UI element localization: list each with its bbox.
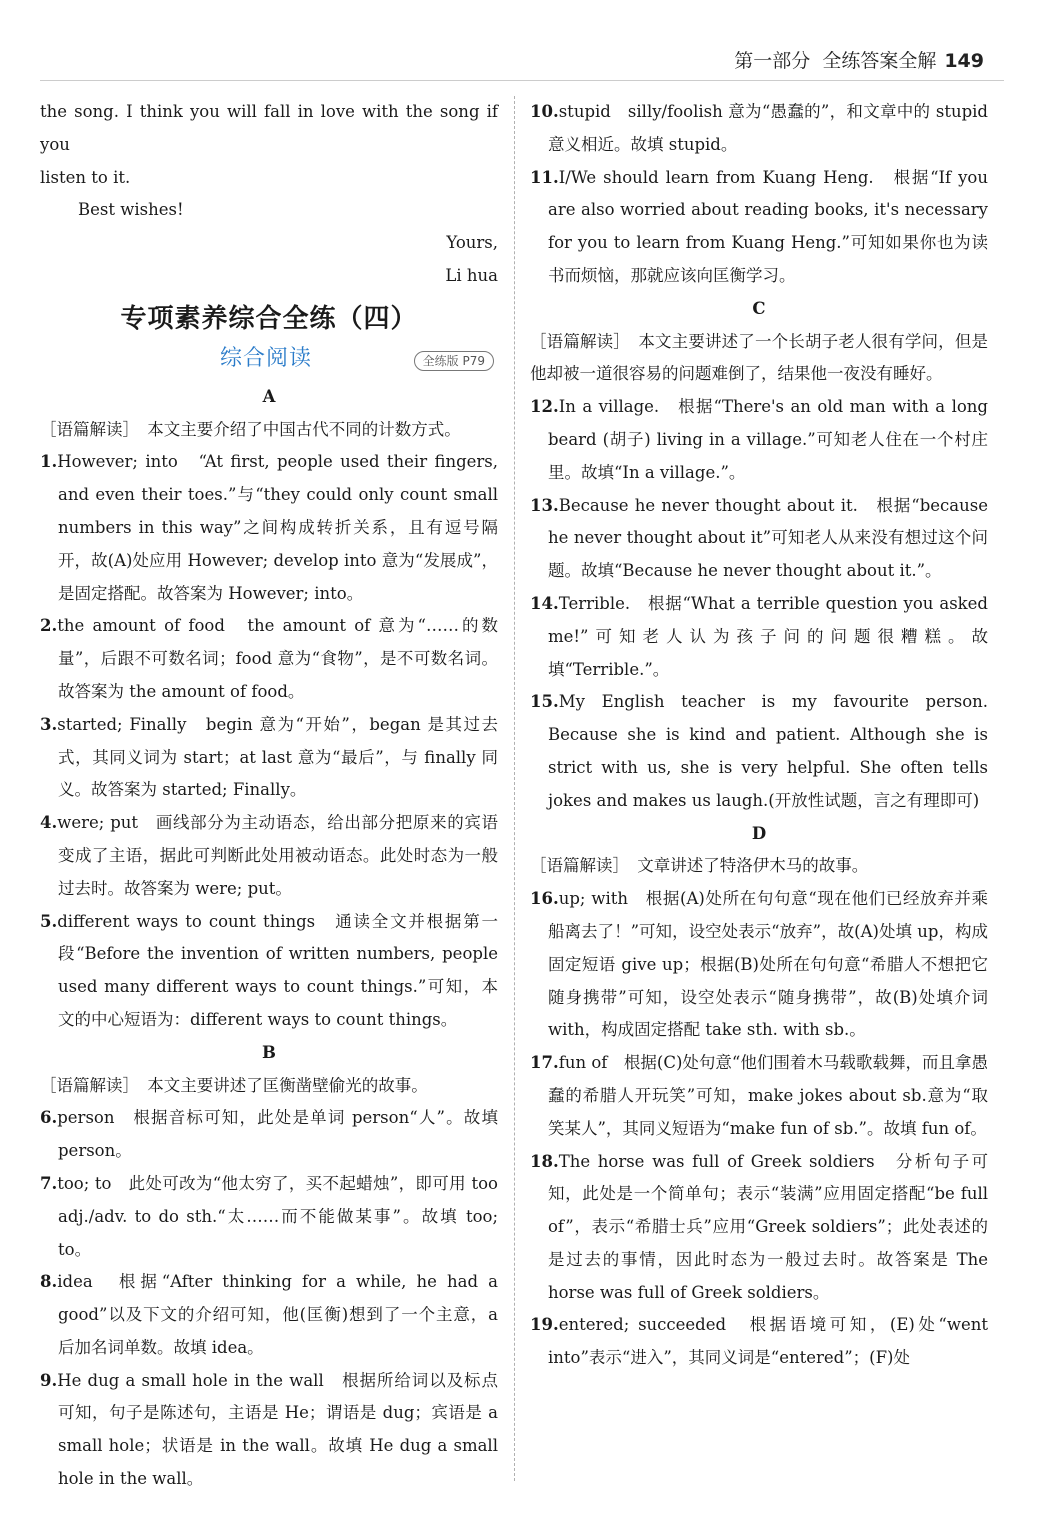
header-rule (40, 80, 1004, 81)
section-letter-c: C (752, 298, 766, 318)
section-letter-d: D (751, 823, 767, 843)
letter-line-2: listen to it. (40, 167, 131, 187)
header-part: 第一部分 (734, 50, 811, 72)
column-divider (514, 96, 515, 1481)
answer-item: 18.The horse was full of Greek soldiers 分析句子可知，此处是一个简单句；表示“装满”应用固定搭配“be full of”，表示“希腊士兵”应用“Greek soldiers”；此处表述的是过去的事情，因此时态为一般过去时。故答案是 The horse was full of Greek soldiers。 (530, 1151, 988, 1302)
answer-item: 6.person 根据音标可知，此处是单词 person“人”。故填 person。 (40, 1108, 498, 1161)
answer-item: 7.too; to 此处可改为“他太穷了，买不起蜡烛”，即可用 too adj./adv. to do sth.“太……而不能做某事”。故填 too; to。 (40, 1173, 498, 1259)
letter-wishes: Best wishes! (78, 200, 184, 220)
page-number: 149 (944, 50, 984, 72)
answer-item: 13.Because he never thought about it. 根据“because he never thought about it”可知老人从来没有想过这个问题。故填“Because he never thought about it.”。 (530, 495, 988, 581)
page-header (734, 46, 984, 73)
page-ref-tag: 全练版 P79 (414, 351, 494, 371)
left-column (40, 96, 498, 1496)
header-section: 全练答案全解 (822, 50, 937, 72)
answer-item: 12.In a village. 根据“There's an old man with a long beard (胡子) living in a village.”可知老人住在一个村庄里。故填“In a village.”。 (530, 397, 988, 482)
letter-yours: Yours, (446, 233, 498, 253)
answer-item: 11.I/We should learn from Kuang Heng. 根据“If you are also worried about reading books, it's necessary for you to learn from Kuang Heng.”可知如果你也为读书而烦恼，那就应该向匡衡学习。 (530, 167, 988, 285)
answer-item: 2.the amount of food the amount of 意为“……的数量”，后跟不可数名词；food 意为“食物”，是不可数名词。故答案为 the amount of food。 (40, 616, 498, 701)
answer-item: 3.started; Finally begin 意为“开始”，began 是其过去式，其同义词为 start；at last 意为“最后”，与 finally 同义。故答案为 started; Finally。 (40, 714, 498, 800)
answer-item: 10.stupid silly/foolish 意为“愚蠢的”，和文章中的 stupid 意义相近。故填 stupid。 (530, 102, 988, 154)
right-column (530, 96, 988, 1375)
passage-tip-d: ［语篇解读］ 文章讲述了特洛伊木马的故事。 (530, 856, 869, 876)
letter-name: Li hua (445, 265, 498, 285)
answer-item: 16.up; with 根据(A)处所在句句意“现在他们已经放弃并乘船离去了！”可知，设空处表示“放弃”，故(A)处填 up，构成固定短语 give up；根据(B)处所在句句意“希腊人不想把它随身携带”可知，设空处表示“随身携带”，故(B)处填介词 with，构成固定搭配 take sth. with sb.。 (530, 889, 988, 1040)
passage-tip-c: ［语篇解读］ 本文主要讲述了一个长胡子老人很有学问，但是他却被一道很容易的问题难倒了，结果他一夜没有睡好。 (530, 331, 988, 384)
answer-item: 19.entered; succeeded 根据语境可知，(E)处“went into”表示“进入”，其同义词是“entered”；(F)处 (530, 1315, 988, 1368)
answer-item: 17.fun of 根据(C)处句意“他们围着木马载歌载舞，而且拿愚蠢的希腊人开玩笑”可知，make jokes about sb.意为“取笑某人”，其同义短语为“make fun of sb.”。故填 fun of。 (530, 1053, 988, 1138)
section-title: 专项素养综合全练（四） (120, 303, 418, 334)
section-letter-b: B (262, 1042, 276, 1062)
subtitle: 综合阅读 (220, 345, 313, 371)
section-letter-a: A (262, 386, 276, 406)
answer-item: 15.My English teacher is my favourite person. Because she is kind and patient. Although she is strict with us, she is very helpful. She often tells jokes and makes us laugh.(开放性试题，言之有理即可) (530, 692, 988, 810)
answer-item: 5.different ways to count things 通读全文并根据第一段“Before the invention of written numbers, people used many different ways to count things.”可知，本文的中心短语为：different ways to count things。 (40, 911, 498, 1029)
answer-item: 9.He dug a small hole in the wall 根据所给词以及标点可知，句子是陈述句，主语是 He；谓语是 dug；宾语是 a small hole；状语是 in the wall。故填 He dug a small hole in the wall。 (40, 1370, 498, 1489)
answer-item: 14.Terrible. 根据“What a terrible question you asked me!”可知老人认为孩子问的问题很糟糕。故填“Terrible.”。 (530, 593, 988, 679)
letter-line-1: the song. I think you will fall in love with the song if you (40, 102, 498, 154)
passage-tip-b: ［语篇解读］ 本文主要讲述了匡衡凿壁偷光的故事。 (40, 1075, 428, 1095)
answer-item: 8.idea 根据“After thinking for a while, he had a good”以及下文的介绍可知，他(匡衡)想到了一个主意，a 后加名词单数。故填 idea。 (40, 1272, 498, 1357)
answer-item: 1.However; into “At first, people used their fingers, and even their toes.”与“they could only count small numbers in this way”之间构成转折关系，且有逗号隔开，故(A)处应用 However; develop into 意为“发展成”，是固定搭配。故答案为 However; into。 (40, 452, 498, 603)
subtitle-row (40, 341, 498, 381)
answer-item: 4.were; put 画线部分为主动语态，给出部分把原来的宾语变成了主语，据此可判断此处用被动语态。此处时态为一般过去时。故答案为 were; put。 (40, 813, 498, 898)
passage-tip-a: ［语篇解读］ 本文主要介绍了中国古代不同的计数方式。 (40, 419, 461, 439)
